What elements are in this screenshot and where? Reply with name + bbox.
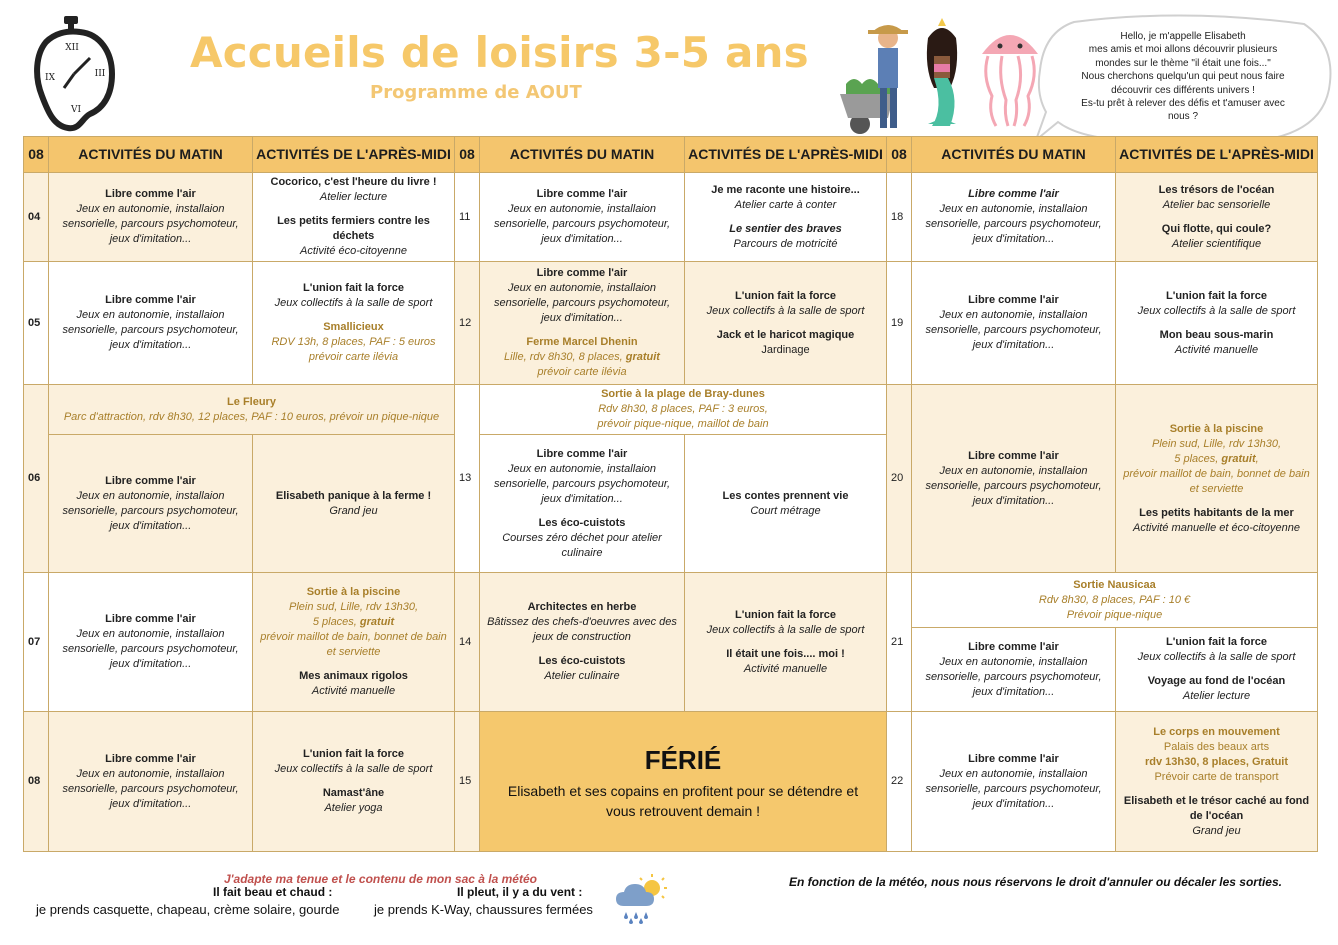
day-06: 06	[24, 385, 49, 573]
mermaid-illustration	[927, 18, 957, 126]
afternoon-cell: Les contes prennent vie Court métrage	[685, 435, 887, 573]
day-19: 19	[887, 262, 912, 385]
morning-cell: Libre comme l'air Jeux en autonomie, installaion sensorielle, parcours psychomoteur, jeux d'imitation...	[49, 573, 253, 712]
melting-clock-icon	[28, 14, 118, 134]
afternoon-cell: L'union fait la force Jeux collectifs à la salle de sport Jack et le haricot magique Jardinage	[685, 262, 887, 385]
morning-cell: Libre comme l'air Jeux en autonomie, installaion sensorielle, parcours psychomoteur, jeux d'imitation...	[912, 262, 1116, 385]
page-subtitle: Programme de AOUT	[370, 82, 582, 103]
morning-cell: Libre comme l'air Jeux en autonomie, installaion sensorielle, parcours psychomoteur, jeux d'imitation...	[49, 712, 253, 852]
afternoon-cell: L'union fait la force Jeux collectifs à la salle de sport Smallicieux RDV 13h, 8 places, PAF : 5 euros prévoir carte ilévia	[253, 262, 455, 385]
day-15: 15	[455, 712, 480, 852]
morning-cell: Libre comme l'air Jeux en autonomie, installaion sensorielle, parcours psychomoteur, jeux d'imitation...	[912, 385, 1116, 573]
day-13: 13	[455, 385, 480, 573]
table-row	[24, 385, 1318, 435]
afternoon-cell: L'union fait la force Jeux collectifs à la salle de sport Il était une fois.... moi ! Activité manuelle	[685, 573, 887, 712]
header-morning: ACTIVITÉS DU MATIN	[480, 137, 685, 173]
sunny-title: Il fait beau et chaud :	[213, 885, 333, 899]
afternoon-cell: Cocorico, c'est l'heure du livre ! Atelier lecture Les petits fermiers contre les déchets Activité éco-citoyenne	[253, 173, 455, 262]
morning-cell: Libre comme l'air Jeux en autonomie, installaion sensorielle, parcours psychomoteur, jeux d'imitation...	[912, 173, 1116, 262]
table-row	[24, 712, 1318, 852]
svg-text:VI: VI	[70, 105, 82, 115]
morning-cell: Libre comme l'air Jeux en autonomie, installaion sensorielle, parcours psychomoteur, jeux d'imitation...	[480, 173, 685, 262]
day-12: 12	[455, 262, 480, 385]
day-08: 08	[24, 712, 49, 852]
header-afternoon: ACTIVITÉS DE L'APRÈS-MIDI	[1116, 137, 1318, 173]
sun-cloud-rain-icon	[614, 872, 670, 924]
morning-cell: Architectes en herbe Bâtissez des chefs-d'oeuvres avec des jeux de construction Les éco-cuistots Atelier culinaire	[480, 573, 685, 712]
table-header-row	[24, 137, 1318, 173]
morning-cell: Libre comme l'air Jeux en autonomie, installaion sensorielle, parcours psychomoteur, jeux d'imitation...	[49, 435, 253, 573]
afternoon-cell: L'union fait la force Jeux collectifs à la salle de sport Mon beau sous-marin Activité manuelle	[1116, 262, 1318, 385]
afternoon-cell: L'union fait la force Jeux collectifs à la salle de sport Namast'âne Atelier yoga	[253, 712, 455, 852]
outing-cell: Sortie à la plage de Bray-dunes Rdv 8h30, 8 places, PAF : 3 euros, prévoir pique-nique, maillot de bain	[480, 385, 887, 435]
afternoon-cell: Les trésors de l'océan Atelier bac sensorielle Qui flotte, qui coule? Atelier scientifique	[1116, 173, 1318, 262]
header-afternoon: ACTIVITÉS DE L'APRÈS-MIDI	[253, 137, 455, 173]
day-07: 07	[24, 573, 49, 712]
day-04: 04	[24, 173, 49, 262]
rainy-text: je prends K-Way, chaussures fermées	[374, 902, 593, 917]
afternoon-cell: Sortie à la piscine Plein sud, Lille, rdv 13h30, 5 places, gratuit, prévoir maillot de bain, bonnet de bain et serviette Les petits habitants de la mer Activité manuelle et éco-citoyenne	[1116, 385, 1318, 573]
day-05: 05	[24, 262, 49, 385]
outing-cell: Sortie Nausicaa Rdv 8h30, 8 places, PAF : 10 € Prévoir pique-nique	[912, 573, 1318, 628]
weather-notice: En fonction de la météo, nous nous réservons le droit d'annuler ou décaler les sorties.	[789, 875, 1282, 889]
program-table	[23, 136, 1318, 852]
svg-text:III: III	[94, 69, 106, 79]
afternoon-cell: Sortie à la piscine Plein sud, Lille, rdv 13h30, 5 places, gratuit prévoir maillot de bain, bonnet de bain et serviette Mes animaux rigolos Activité manuelle	[253, 573, 455, 712]
table-row	[24, 573, 1318, 628]
day-20: 20	[887, 385, 912, 573]
afternoon-cell: Elisabeth panique à la ferme ! Grand jeu	[253, 435, 455, 573]
weather-advice-title: J'adapte ma tenue et le contenu de mon sac à la météo	[224, 872, 537, 886]
morning-cell: Libre comme l'air Jeux en autonomie, installaion sensorielle, parcours psychomoteur, jeux d'imitation... Ferme Marcel Dhenin Lille, rdv 8h30, 8 places, gratuit prévoir carte ilévia	[480, 262, 685, 385]
speech-bubble-text: Hello, je m'appelle Elisabeth mes amis et moi allons découvrir plusieurs mondes sur le thème "il était une fois..." Nous cherchons quelqu'un qui peut nous faire découvrir ces différents univers ! Es-tu prêt à relever des défis et t'amuser avec nous ?	[1081, 31, 1285, 123]
header-morning: ACTIVITÉS DU MATIN	[49, 137, 253, 173]
table-row	[24, 262, 1318, 385]
sunny-text: je prends casquette, chapeau, crème solaire, gourde	[36, 902, 340, 917]
morning-cell: Libre comme l'air Jeux en autonomie, installaion sensorielle, parcours psychomoteur, jeux d'imitation...	[912, 712, 1116, 852]
header-month: 08	[887, 137, 912, 173]
rainy-title: Il pleut, il y a du vent :	[457, 885, 583, 899]
header-morning: ACTIVITÉS DU MATIN	[912, 137, 1116, 173]
table-row	[24, 173, 1318, 262]
holiday-cell: FÉRIÉ Elisabeth et ses copains en profitent pour se détendre et vous retrouvent demain !	[480, 712, 887, 852]
afternoon-cell: Le corps en mouvement Palais des beaux arts rdv 13h30, 8 places, Gratuit Prévoir carte de transport Elisabeth et le trésor caché au fond de l'océan Grand jeu	[1116, 712, 1318, 852]
morning-cell: Libre comme l'air Jeux en autonomie, installaion sensorielle, parcours psychomoteur, jeux d'imitation...	[49, 173, 253, 262]
svg-text:IX: IX	[45, 73, 55, 83]
page-title: Accueils de loisirs 3-5 ans	[190, 28, 809, 77]
svg-text:XII: XII	[65, 43, 79, 53]
characters-illustration	[832, 14, 1042, 139]
day-14: 14	[455, 573, 480, 712]
morning-cell: Libre comme l'air Jeux en autonomie, installaion sensorielle, parcours psychomoteur, jeux d'imitation...	[49, 262, 253, 385]
day-18: 18	[887, 173, 912, 262]
morning-cell: Libre comme l'air Jeux en autonomie, installaion sensorielle, parcours psychomoteur, jeux d'imitation... Les éco-cuistots Courses zéro déchet pour atelier culinaire	[480, 435, 685, 573]
afternoon-cell: Je me raconte une histoire... Atelier carte à conter Le sentier des braves Parcours de motricité	[685, 173, 887, 262]
morning-cell: Libre comme l'air Jeux en autonomie, installaion sensorielle, parcours psychomoteur, jeux d'imitation...	[912, 628, 1116, 712]
header-month: 08	[455, 137, 480, 173]
afternoon-cell: L'union fait la force Jeux collectifs à la salle de sport Voyage au fond de l'océan Atelier lecture	[1116, 628, 1318, 712]
header-afternoon: ACTIVITÉS DE L'APRÈS-MIDI	[685, 137, 887, 173]
day-22: 22	[887, 712, 912, 852]
day-21: 21	[887, 573, 912, 712]
jellyfish-illustration	[982, 35, 1038, 126]
holiday-title: FÉRIÉ	[644, 744, 722, 775]
header-month: 08	[24, 137, 49, 173]
outing-cell: Le Fleury Parc d'attraction, rdv 8h30, 12 places, PAF : 10 euros, prévoir un pique-nique	[49, 385, 455, 435]
day-11: 11	[455, 173, 480, 262]
gardener-illustration	[840, 25, 908, 134]
